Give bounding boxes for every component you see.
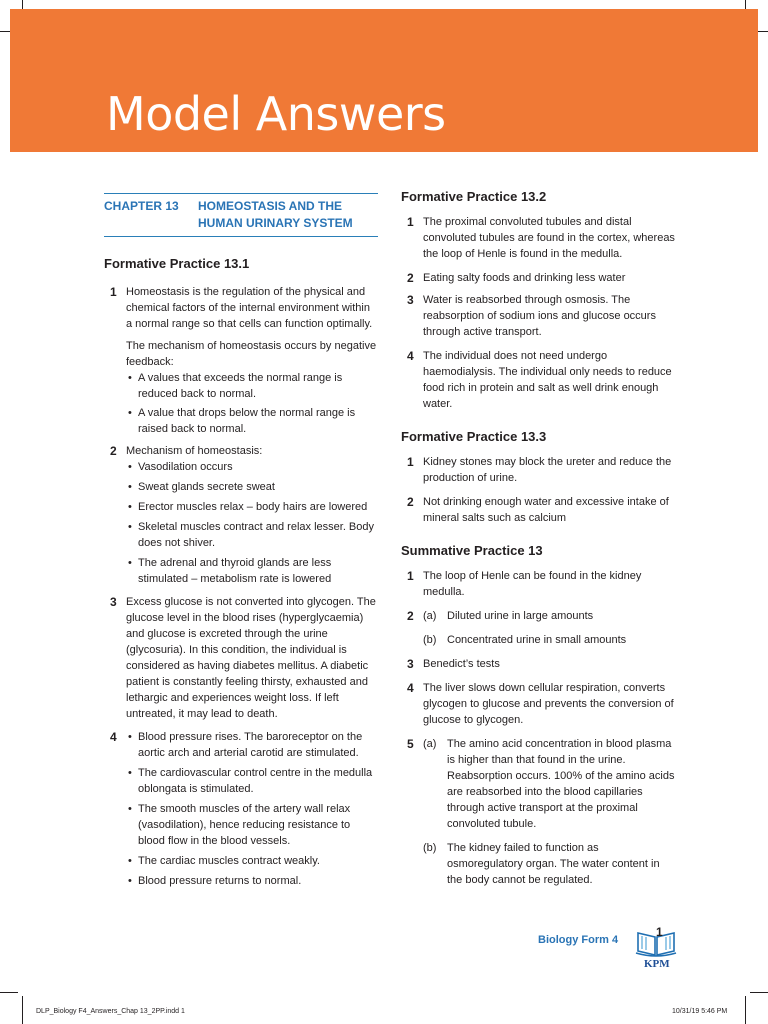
answer-body (126, 594, 378, 722)
answer-text: Not drinking enough water and excessive intake of mineral salts such as calcium (423, 496, 669, 524)
sub-label: (a) (423, 738, 437, 750)
chapter-title (198, 198, 353, 232)
chapter-heading (104, 194, 378, 237)
bullet-item: • The cardiac muscles contract weakly. (126, 853, 378, 869)
answer-text: The liver slows down cellular respiration, converts glycogen to glucose and prevents the conversion of glucose to glycogen. (423, 682, 674, 726)
question-item (104, 729, 378, 889)
question-item (401, 568, 677, 600)
bullet-item: • A value that drops below the normal range is raised back to normal. (126, 405, 378, 437)
slug-filename: DLP_Biology F4_Answers_Chap 13_2PP.indd 1 (36, 1008, 185, 1015)
section-heading: Formative Practice 13.1 (104, 256, 250, 271)
crop-mark (750, 992, 768, 993)
question-item (401, 454, 677, 486)
answer-body (126, 443, 378, 587)
sub-label: (a) (423, 610, 437, 622)
answer-body (423, 736, 677, 888)
question-number: 2 (407, 271, 414, 285)
question-number: 4 (407, 349, 414, 363)
answer-text: Kidney stones may block the ureter and reduce the production of urine. (423, 456, 672, 484)
chapter-number: CHAPTER 13 (104, 199, 179, 213)
question-number: 3 (407, 657, 414, 671)
question-number: 4 (407, 681, 414, 695)
bullet-item: • The adrenal and thyroid glands are less stimulated – metabolism rate is lowered (126, 555, 378, 587)
section-heading: Summative Practice 13 (401, 543, 543, 558)
question-item (401, 608, 677, 648)
question-item (104, 594, 378, 722)
answer-text: Water is reabsorbed through osmosis. The reabsorption of sodium ions and glucose occurs through active transport. (423, 294, 656, 338)
book-title: Biology Form 4 (538, 934, 619, 946)
question-item (401, 214, 677, 262)
slug-date: 10/31/19 5:46 PM (672, 1008, 728, 1015)
question-item (401, 270, 677, 286)
answer-text: Mechanism of homeostasis: (126, 445, 263, 457)
sub-answer (423, 632, 677, 648)
bullet-item: • Blood pressure returns to normal. (126, 873, 378, 889)
page-title: Model Answers (106, 87, 446, 141)
answer-body (126, 729, 378, 889)
question-number: 2 (407, 609, 414, 623)
question-item (401, 736, 677, 888)
question-number: 1 (407, 215, 414, 229)
bullet-list (126, 370, 378, 437)
sub-text: The amino acid concentration in blood plasma is higher than that found in the urine. Reabsorption occurs. 100% of the amino acids are reabsorbed into the blood capillaries through active transport at the proximal convoluted tubule. (447, 738, 675, 830)
publisher-logo (634, 925, 678, 973)
question-number: 2 (407, 495, 414, 509)
answer-text: Excess glucose is not converted into glycogen. The glucose level in the blood rises (hyperglycaemia) and glucose is excreted through the urine (glycosuria). In this condition, the individual is considered as having diabetes mellitus. A diabetic patient is constantly feeling thirsty, exhausted and lethargic and experiences weight loss. If left untreated, it may lead to death. (126, 596, 376, 720)
crop-mark (22, 996, 23, 1024)
sub-label: (b) (423, 634, 437, 646)
question-item (401, 494, 677, 526)
bullet-item: • Blood pressure rises. The baroreceptor on the aortic arch and arterial carotid are stimulated. (126, 729, 378, 761)
answer-text: The mechanism of homeostasis occurs by negative feedback: (126, 340, 377, 368)
sub-answer (423, 608, 677, 624)
bullet-item: • Vasodilation occurs (126, 459, 378, 475)
answer-text: Eating salty foods and drinking less water (423, 272, 626, 284)
bullet-item: • Erector muscles relax – body hairs are lowered (126, 499, 378, 515)
bullet-item: • A values that exceeds the normal range is reduced back to normal. (126, 370, 378, 402)
question-item (401, 680, 677, 728)
bullet-list (126, 729, 378, 889)
right-column (401, 188, 677, 888)
answer-text: Benedict’s tests (423, 658, 500, 670)
answer-body (126, 284, 378, 437)
question-item (104, 443, 378, 587)
question-number: 1 (110, 285, 117, 299)
section-heading: Formative Practice 13.3 (401, 429, 547, 444)
bullet-item: • Skeletal muscles contract and relax lesser. Body does not shiver. (126, 519, 378, 551)
sub-label: (b) (423, 842, 437, 854)
answer-text: The loop of Henle can be found in the kidney medulla. (423, 570, 642, 598)
section-heading: Formative Practice 13.2 (401, 189, 547, 204)
bullet-item: • The smooth muscles of the artery wall relax (vasodilation), hence reducing resistance to blood flow in the blood vessels. (126, 801, 378, 849)
chapter-title-line2: HUMAN URINARY SYSTEM (198, 216, 353, 230)
crop-mark (0, 992, 18, 993)
answer-body (423, 608, 677, 648)
sub-text: Concentrated urine in small amounts (447, 634, 627, 646)
sub-text: The kidney failed to function as osmoregulatory organ. The water content in the body cannot be regulated. (447, 842, 660, 886)
sub-answer (423, 840, 677, 888)
question-number: 5 (407, 737, 414, 751)
question-number: 2 (110, 444, 117, 458)
answer-text: The individual does not need undergo haemodialysis. The individual only needs to reduce food rich in protein and salt as well drink enough water. (423, 350, 672, 410)
question-number: 3 (407, 293, 414, 307)
page-number: 1 (656, 925, 663, 939)
sub-answer (423, 736, 677, 832)
sub-text: Diluted urine in large amounts (447, 610, 594, 622)
question-number: 1 (407, 569, 414, 583)
question-item (401, 292, 677, 340)
bullet-list (126, 459, 378, 587)
question-number: 4 (110, 730, 117, 744)
chapter-title-line1: HOMEOSTASIS AND THE (198, 199, 343, 213)
crop-mark (745, 996, 746, 1024)
question-item (401, 348, 677, 412)
publisher-name: KPM (644, 958, 670, 970)
question-item (401, 656, 677, 672)
left-column (104, 193, 378, 889)
answer-text: Homeostasis is the regulation of the physical and chemical factors of the internal environment within a normal range so that cells can function optimally. (126, 286, 373, 330)
question-item (104, 284, 378, 437)
answer-text: The proximal convoluted tubules and distal convoluted tubules are found in the cortex, whereas the loop of Henle is found in the medulla. (423, 216, 675, 260)
question-number: 1 (407, 455, 414, 469)
question-number: 3 (110, 595, 117, 609)
bullet-item: • The cardiovascular control centre in the medulla oblongata is stimulated. (126, 765, 378, 797)
bullet-item: • Sweat glands secrete sweat (126, 479, 378, 495)
